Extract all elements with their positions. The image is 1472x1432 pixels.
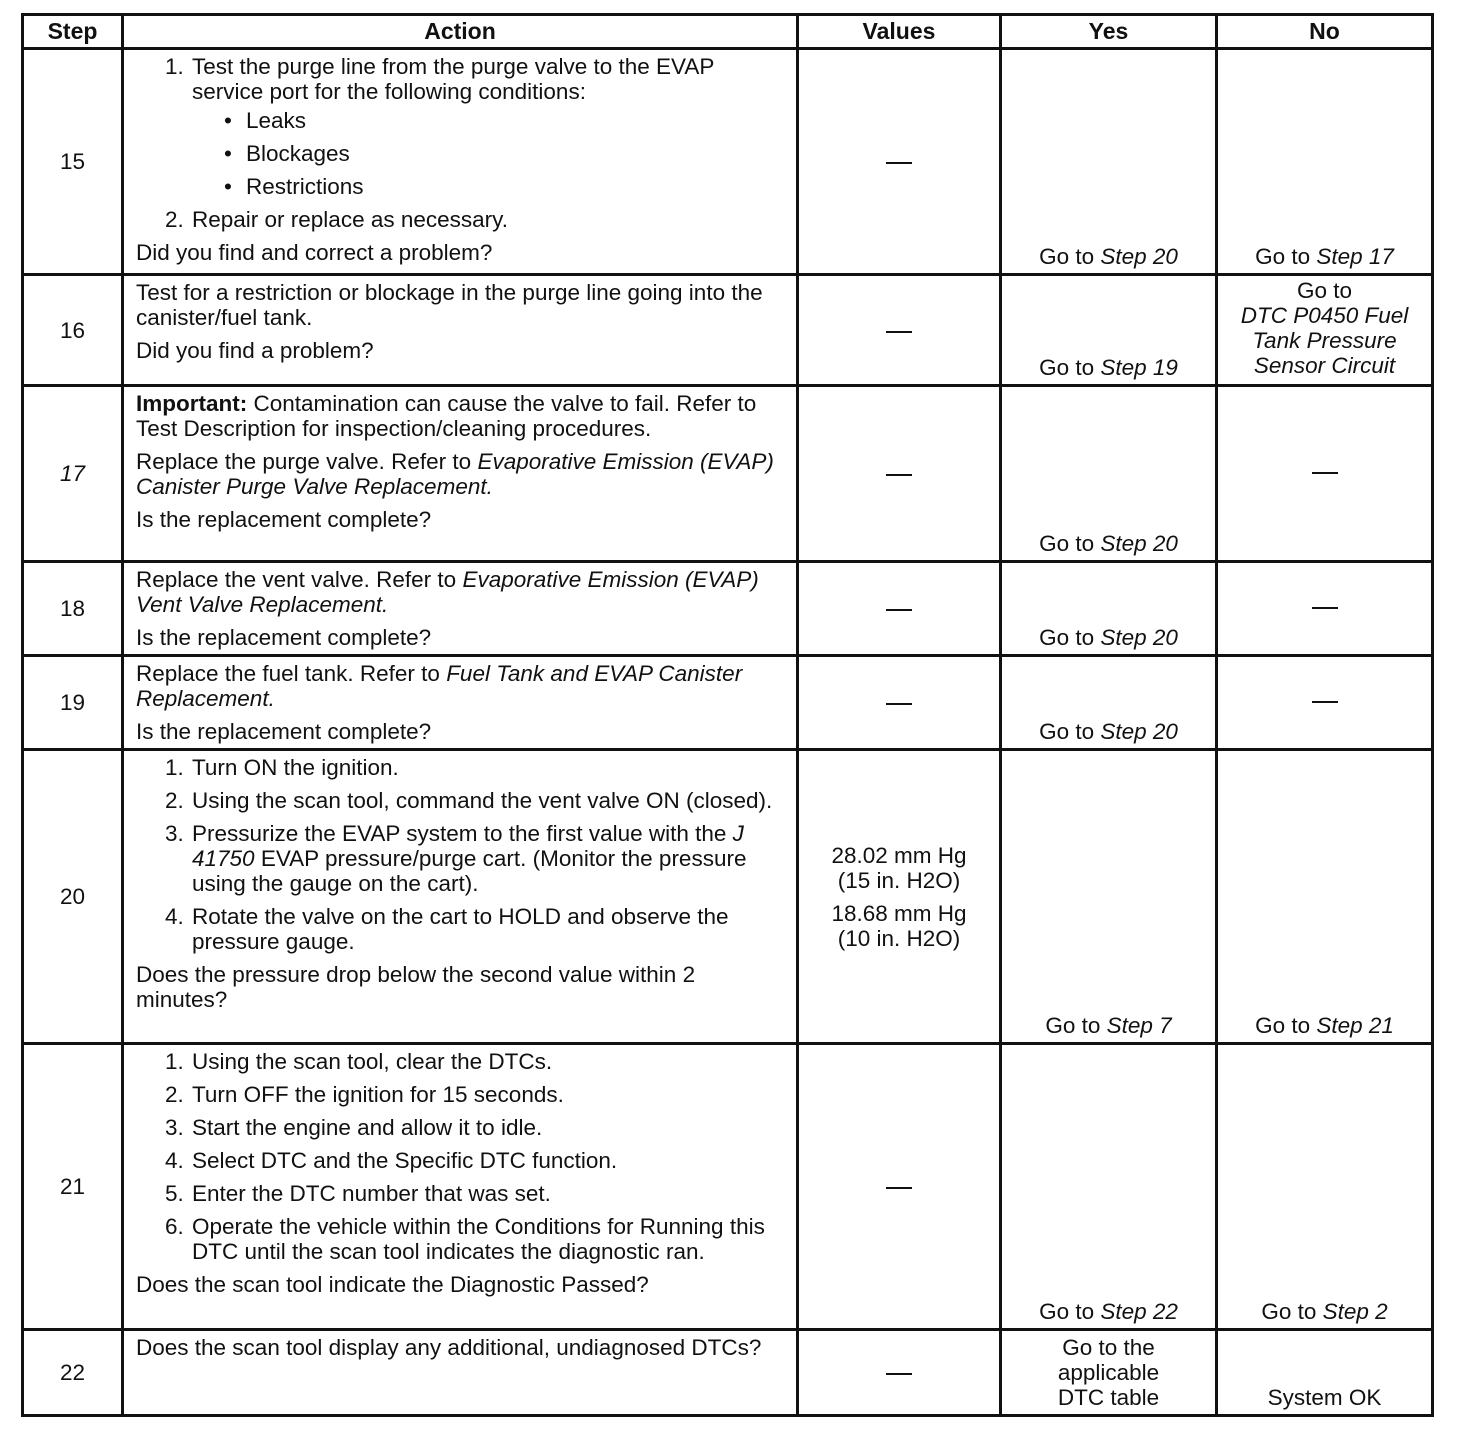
table-row-step-18 (23, 562, 1433, 656)
action-text: Replace the fuel tank. Refer to Fuel Tank and EVAP Canister Replacement. (136, 661, 743, 711)
condition-list (192, 108, 786, 199)
table-row-step-15 (23, 49, 1433, 275)
step-link[interactable]: Step 7 (1106, 1013, 1172, 1038)
step-number: 18 (23, 562, 123, 656)
action-cell (123, 275, 798, 386)
step-number: 20 (23, 750, 123, 1044)
values-cell (798, 49, 1001, 275)
action-list (136, 54, 786, 232)
list-item: • Restrictions (244, 174, 786, 199)
list-item: • Leaks (244, 108, 786, 133)
table-row-step-22 (23, 1330, 1433, 1416)
important-label: Important: (136, 391, 248, 416)
table-row-step-20 (23, 750, 1433, 1044)
header-step: Step (23, 15, 123, 49)
dash-mark (886, 474, 912, 476)
step-link[interactable]: Step 20 (1100, 625, 1178, 650)
no-cell (1217, 562, 1433, 656)
dtc-link[interactable]: DTC P0450 Fuel Tank Pressure Sensor Circuit (1240, 303, 1409, 378)
yes-cell (1001, 1330, 1217, 1416)
header-action: Action (123, 15, 798, 49)
action-cell (123, 656, 798, 750)
action-list (136, 1049, 786, 1264)
dash-mark (886, 162, 912, 164)
list-item: 3. Start the engine and allow it to idle. (190, 1115, 786, 1140)
question-text: Is the replacement complete? (136, 625, 432, 650)
list-item: 5. Enter the DTC number that was set. (190, 1181, 786, 1206)
step-link[interactable]: Step 19 (1100, 355, 1178, 380)
values-cell (798, 656, 1001, 750)
action-text: Test for a restriction or blockage in the purge line going into the canister/fuel tank. (136, 280, 763, 330)
dash-mark (886, 1187, 912, 1189)
list-item: 4. Rotate the valve on the cart to HOLD and observe the pressure gauge. (190, 904, 786, 954)
step-number: 19 (23, 656, 123, 750)
values-cell (798, 1044, 1001, 1330)
question-text: Is the replacement complete? (136, 507, 432, 532)
question-text: Does the scan tool display any additional, undiagnosed DTCs? (136, 1335, 762, 1360)
step-number: 16 (23, 275, 123, 386)
yes-cell: Go to Step 7 (1001, 750, 1217, 1044)
list-item: 4. Select DTC and the Specific DTC function. (190, 1148, 786, 1173)
dtc-table-link[interactable]: Go to the applicable DTC table (1057, 1335, 1160, 1410)
no-cell: Go to Step 2 (1217, 1044, 1433, 1330)
values-cell (798, 562, 1001, 656)
dash-mark (886, 703, 912, 705)
dash-mark (886, 331, 912, 333)
step-number: 21 (23, 1044, 123, 1330)
question-text: Does the pressure drop below the second value within 2 minutes? (136, 962, 696, 1012)
yes-cell: Go to Step 22 (1001, 1044, 1217, 1330)
yes-cell: Go to Step 20 (1001, 49, 1217, 275)
action-cell (123, 750, 798, 1044)
second-value: 18.68 mm Hg (10 in. H2O) (831, 900, 967, 951)
header-values: Values (798, 15, 1001, 49)
table-row-step-19 (23, 656, 1433, 750)
no-cell: Go to Step 17 (1217, 49, 1433, 275)
procedure-link[interactable]: Evaporative Emission (EVAP) Vent Valve Replacement. (136, 567, 759, 617)
header-yes: Yes (1001, 15, 1217, 49)
step-link[interactable]: Step 22 (1100, 1299, 1178, 1324)
diagnostic-table (21, 13, 1434, 1417)
dash-mark (1312, 701, 1338, 703)
step-link[interactable]: Step 2 (1322, 1299, 1388, 1324)
table-row-step-21 (23, 1044, 1433, 1330)
step-number: 22 (23, 1330, 123, 1416)
values-cell (798, 275, 1001, 386)
action-cell (123, 386, 798, 562)
action-text: Replace the vent valve. Refer to Evaporative Emission (EVAP) Vent Valve Replacement. (136, 567, 759, 617)
dash-mark (886, 609, 912, 611)
list-item: 3. Pressurize the EVAP system to the first value with the J 41750 EVAP pressure/purge cart. (Monitor the pressure using the gauge on the cart). (190, 821, 786, 896)
values-cell (798, 750, 1001, 1044)
step-link[interactable]: Step 20 (1100, 719, 1178, 744)
values-cell (798, 1330, 1001, 1416)
question-text: Does the scan tool indicate the Diagnostic Passed? (136, 1272, 649, 1297)
question-text: Is the replacement complete? (136, 719, 432, 744)
list-item: • Blockages (244, 141, 786, 166)
action-cell (123, 562, 798, 656)
step-link[interactable]: Step 20 (1100, 531, 1178, 556)
table-row-step-16 (23, 275, 1433, 386)
table-row-step-17 (23, 386, 1433, 562)
no-cell: Go to Step 21 (1217, 750, 1433, 1044)
list-item: 2. Repair or replace as necessary. (190, 207, 786, 232)
no-cell: Go to DTC P0450 Fuel Tank Pressure Sensor Circuit (1217, 275, 1433, 386)
no-cell (1217, 386, 1433, 562)
action-cell (123, 1044, 798, 1330)
question-text: Did you find a problem? (136, 338, 374, 363)
action-cell (123, 49, 798, 275)
procedure-link[interactable]: Evaporative Emission (EVAP) Canister Purge Valve Replacement. (136, 449, 774, 499)
list-item: 2. Turn OFF the ignition for 15 seconds. (190, 1082, 786, 1107)
header-no: No (1217, 15, 1433, 49)
dash-mark (1312, 472, 1338, 474)
tool-ref: J 41750 (192, 821, 744, 871)
values-cell (798, 386, 1001, 562)
list-item: 1. Turn ON the ignition. (190, 755, 786, 780)
yes-cell: Go to Step 19 (1001, 275, 1217, 386)
action-text: Replace the purge valve. Refer to Evaporative Emission (EVAP) Canister Purge Valve Replacement. (136, 449, 774, 499)
list-item: 1. Using the scan tool, clear the DTCs. (190, 1049, 786, 1074)
step-number: 15 (23, 49, 123, 275)
action-cell (123, 1330, 798, 1416)
action-list (136, 755, 786, 954)
step-link[interactable]: Step 20 (1100, 244, 1178, 269)
first-value: 28.02 mm Hg (15 in. H2O) (831, 842, 967, 893)
step-link[interactable]: Step 21 (1316, 1013, 1394, 1038)
list-item: 6. Operate the vehicle within the Conditions for Running this DTC until the scan tool indicates the diagnostic ran. (190, 1214, 786, 1264)
question-text: Did you find and correct a problem? (136, 240, 493, 265)
important-note: Important: Contamination can cause the valve to fail. Refer to Test Description for inspection/cleaning procedures. (136, 391, 757, 441)
yes-cell: Go to Step 20 (1001, 386, 1217, 562)
step-link[interactable]: Step 17 (1316, 244, 1394, 269)
step-number: 17 (23, 386, 123, 562)
no-cell: System OK (1217, 1330, 1433, 1416)
yes-cell: Go to Step 20 (1001, 562, 1217, 656)
dash-mark (1312, 607, 1338, 609)
list-item: 1. Test the purge line from the purge valve to the EVAP service port for the following conditions: • Leaks • Blockages • Restrictions (190, 54, 786, 199)
dash-mark (886, 1373, 912, 1375)
yes-cell: Go to Step 20 (1001, 656, 1217, 750)
header-row (23, 15, 1433, 49)
procedure-link[interactable]: Fuel Tank and EVAP Canister Replacement. (136, 661, 743, 711)
list-item: 2. Using the scan tool, command the vent valve ON (closed). (190, 788, 786, 813)
no-cell (1217, 656, 1433, 750)
